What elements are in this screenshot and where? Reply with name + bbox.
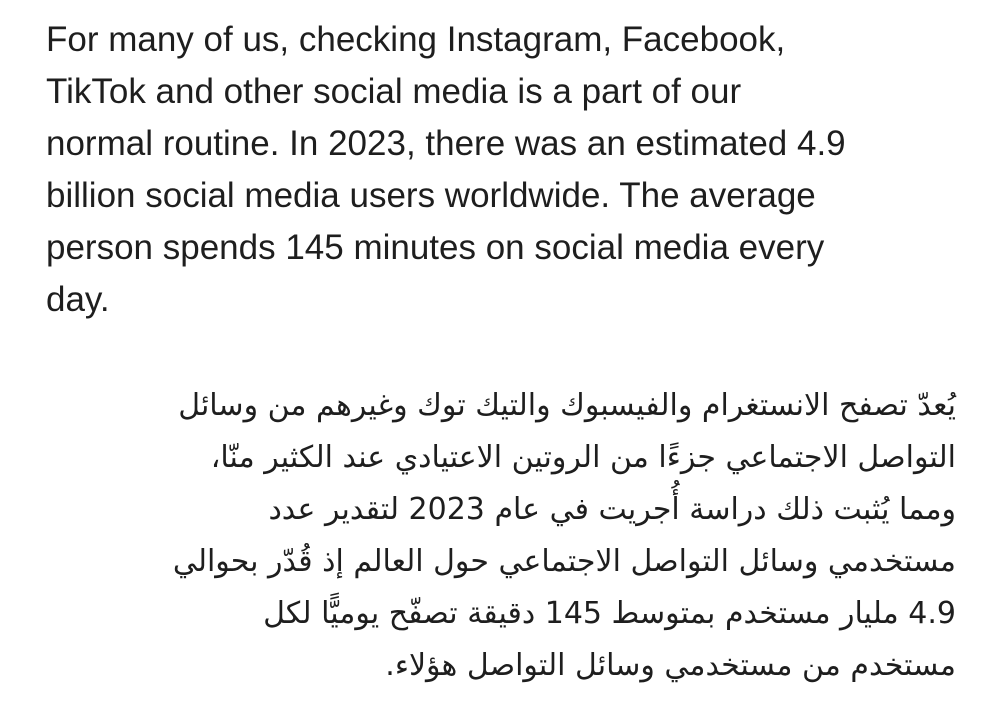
english-line-3: normal routine. In 2023, there was an estimated 4.9 <box>46 124 846 163</box>
english-line-1: For many of us, checking Instagram, Facebook, <box>46 20 786 59</box>
english-paragraph <box>46 14 946 326</box>
english-line-2: TikTok and other social media is a part of our <box>46 72 742 111</box>
english-line-6: day. <box>46 280 110 319</box>
arabic-line-5: 4.9 مليار مستخدم بمتوسط 145 دقيقة تصفّح يوميًّا لكل <box>263 596 956 631</box>
arabic-line-6: مستخدم من مستخدمي وسائل التواصل هؤلاء. <box>385 648 956 683</box>
arabic-paragraph <box>56 380 956 692</box>
arabic-line-3: ومما يُثبت ذلك دراسة أُجريت في عام 2023 لتقدير عدد <box>268 492 956 527</box>
arabic-line-2: التواصل الاجتماعي جزءًا من الروتين الاعتيادي عند الكثير منّا، <box>210 440 956 475</box>
arabic-line-1: يُعدّ تصفح الانستغرام والفيسبوك والتيك توك وغيرهم من وسائل <box>178 388 956 423</box>
english-line-5: person spends 145 minutes on social media every <box>46 228 825 267</box>
english-line-4: billion social media users worldwide. The average <box>46 176 816 215</box>
arabic-line-4: مستخدمي وسائل التواصل الاجتماعي حول العالم إذ قُدّر بحوالي <box>172 544 956 579</box>
